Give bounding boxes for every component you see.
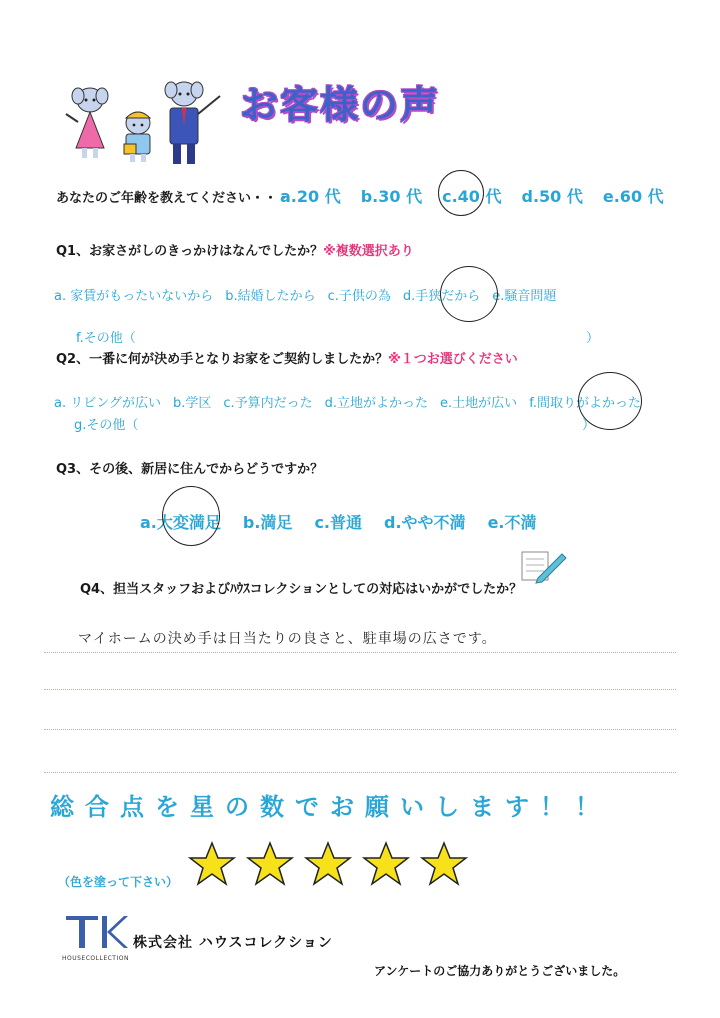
q2-question	[56, 348, 518, 367]
q2-text: Q2、一番に何が決め手となりお家をご契約しましたか？	[56, 352, 389, 367]
star-icon[interactable]	[304, 840, 352, 888]
rating-note: （色を塗って下さい）	[58, 875, 179, 889]
q1-option[interactable]: d.手狭だから	[402, 289, 481, 304]
age-option[interactable]: e.60 代	[602, 187, 664, 206]
mascot-illustration	[58, 78, 228, 170]
star-icon[interactable]	[246, 840, 294, 888]
q2-option[interactable]: e.土地が広い	[440, 396, 518, 411]
q2-other-label[interactable]: g.その他（	[74, 418, 139, 433]
q1-text: Q1、お家さがしのきっかけはなんでしたか？	[56, 244, 324, 259]
age-option[interactable]: d.50 代	[521, 187, 583, 206]
q4-answer[interactable]: マイホームの決め手は日当たりの良さと、駐車場の広さです。	[78, 631, 497, 647]
q1-option[interactable]: a. 家賃がもったいないから	[54, 289, 214, 304]
q3-option[interactable]: b.満足	[242, 513, 293, 532]
q3-option[interactable]: d.やや不満	[384, 513, 466, 532]
star-rating	[188, 840, 468, 888]
q1-option[interactable]: e.騒音問題	[492, 289, 557, 304]
selection-circle	[440, 266, 498, 322]
q2-option[interactable]: c.予算内だった	[223, 396, 313, 411]
star-icon[interactable]	[362, 840, 410, 888]
answer-line	[44, 772, 676, 773]
q1-other-label[interactable]: f.その他（	[76, 331, 136, 346]
company-name: 株式会社 ハウスコレクション	[133, 935, 333, 951]
q2-option[interactable]: d.立地がよかった	[324, 396, 429, 411]
q1-option[interactable]: c.子供の為	[327, 289, 391, 304]
answer-line	[44, 652, 676, 653]
q3-question: Q3、その後、新居に住んでからどうですか？	[56, 462, 324, 477]
q2-hint: ※１つお選びください	[388, 352, 518, 367]
age-option[interactable]: c.40 代	[442, 187, 502, 206]
answer-line	[44, 729, 676, 730]
star-icon[interactable]	[188, 840, 236, 888]
star-icon[interactable]	[420, 840, 468, 888]
selection-circle	[438, 170, 484, 216]
memo-pencil-icon	[520, 548, 568, 584]
q4-question: Q4、担当スタッフおよびﾊｳｽコレクションとしての対応はいかがでしたか？	[80, 582, 523, 597]
q2-option[interactable]: a. リビングが広い	[54, 396, 161, 411]
q3-option[interactable]: c.普通	[314, 513, 363, 532]
q2-options	[54, 392, 641, 411]
q1-question	[56, 240, 414, 259]
answer-line	[44, 689, 676, 690]
q2-option[interactable]: b.学区	[172, 396, 212, 411]
q1-option[interactable]: b.結婚したから	[225, 289, 316, 304]
selection-circle	[162, 486, 220, 546]
logo-caption: HOUSECOLLECTION	[62, 955, 129, 962]
thanks-message: アンケートのご協力ありがとうございました。	[374, 964, 626, 978]
q1-other-close: ）	[586, 331, 600, 346]
age-option[interactable]: b.30 代	[360, 187, 423, 206]
q2-option[interactable]: f.間取りがよかった	[529, 396, 641, 411]
rating-heading: 総合点を星の数でお願いします！！	[50, 793, 610, 821]
q2-other-close: ）	[582, 418, 596, 433]
age-question: あなたのご年齢を教えてください・・・	[56, 191, 291, 206]
q1-hint: ※複数選択あり	[323, 244, 414, 259]
q3-option[interactable]: e.不満	[487, 513, 537, 532]
page-title: お客様の声	[240, 83, 441, 127]
q3-option[interactable]: a.大変満足	[140, 513, 221, 532]
company-logo	[62, 914, 132, 954]
age-option[interactable]: a.20 代	[280, 187, 341, 206]
